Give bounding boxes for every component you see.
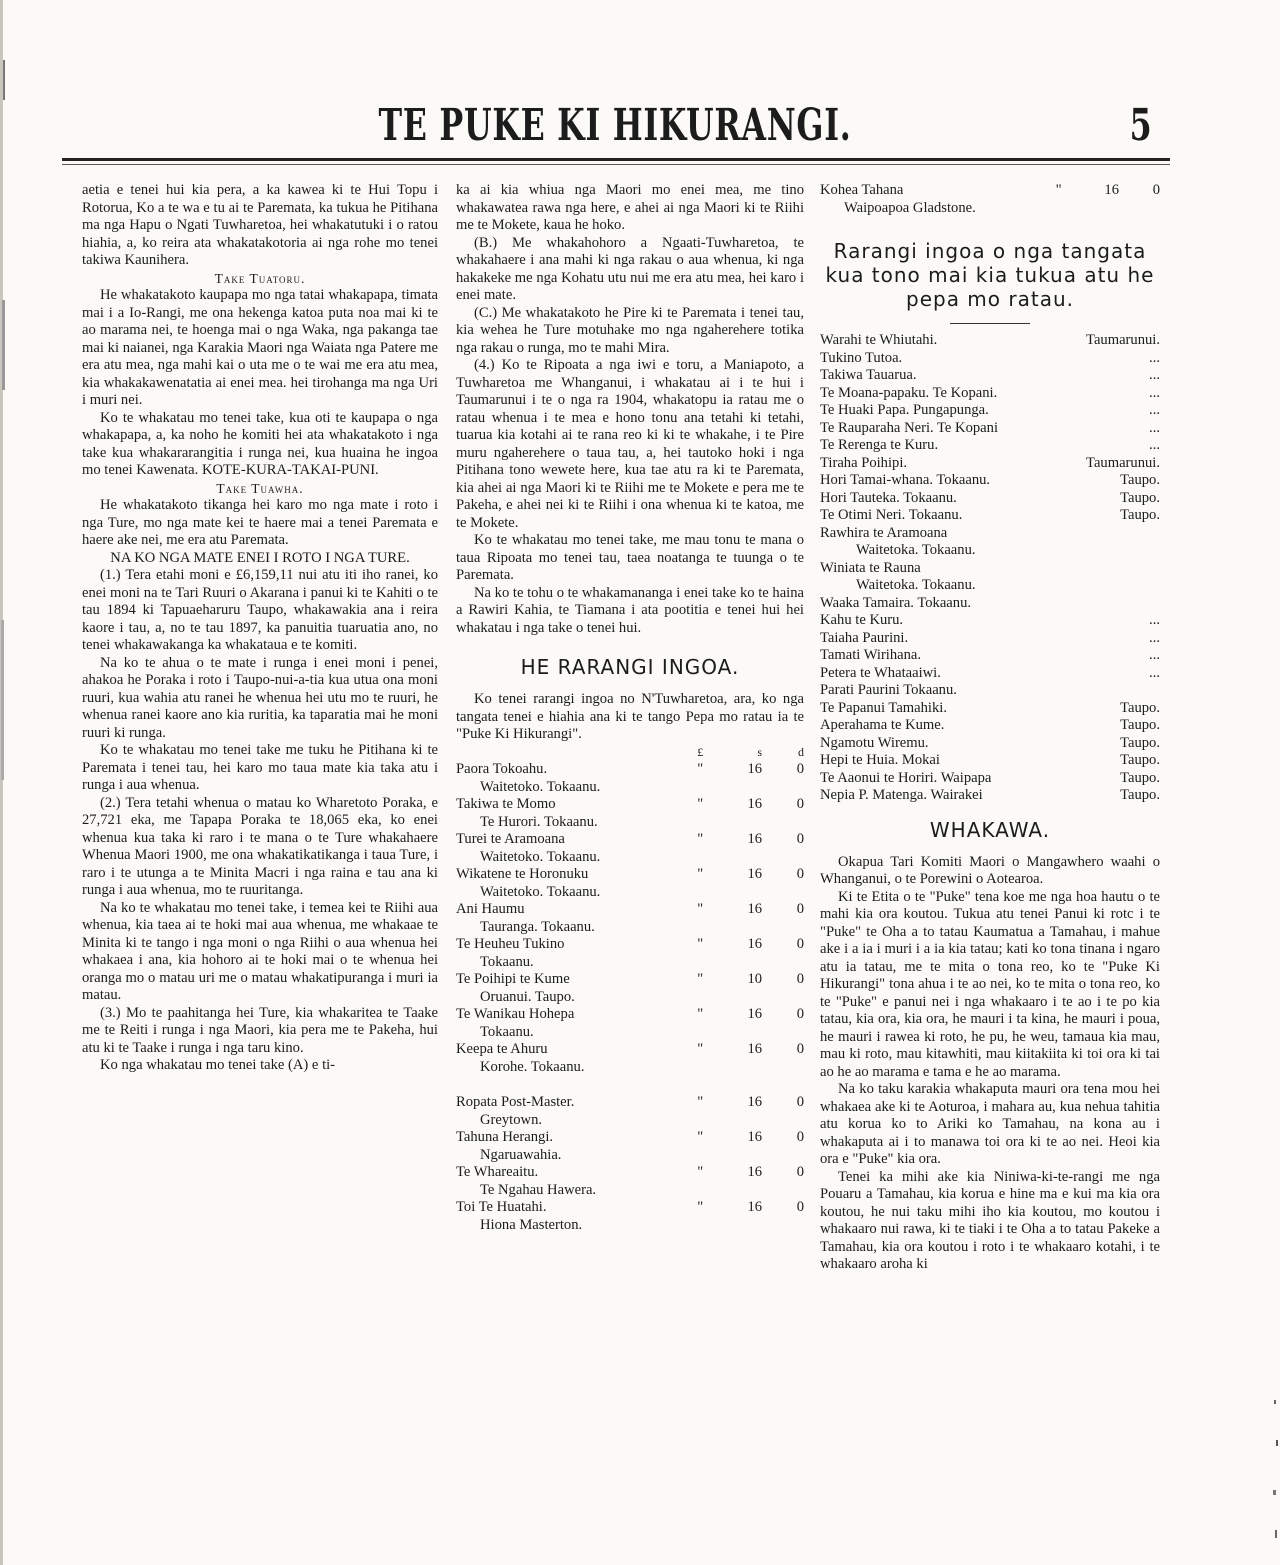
section-heading: Take Tuawha. [216, 480, 304, 496]
pence: 0 [796, 936, 804, 952]
list-item [820, 665, 1160, 683]
list-item [820, 420, 1160, 438]
table-row [456, 1147, 804, 1165]
requester-name: Hepi te Huia. Mokai [820, 752, 940, 768]
paragraph: (C.) Me whakatakoto he Pire ki te Paremata i tenei tau, kia wehea he Ture motuhake mo nga ngaherehere totika nga rakau o runga, mo te mahi Mira. [456, 304, 804, 356]
table-row [456, 1006, 804, 1024]
list-item [820, 717, 1160, 735]
subscriber-place: Waitetoko. Tokaanu. [480, 883, 601, 900]
scan-corner-speckle [1270, 1380, 1280, 1565]
table-row [456, 989, 804, 1007]
table-row [456, 1182, 804, 1200]
ditto-mark: " [1055, 182, 1062, 198]
table-row [456, 1199, 804, 1217]
requester-place: Taupo. [1120, 699, 1160, 716]
list-item [820, 770, 1160, 788]
list-item [820, 472, 1160, 490]
shillings: 16 [747, 761, 763, 777]
requester-place: ... [1149, 629, 1160, 646]
list-item [820, 752, 1160, 770]
table-row [456, 1024, 804, 1042]
subscriber-name: Turei te Aramoana [456, 831, 565, 847]
paragraph: (3.) Mo te paahitanga hei Ture, kia whakaritea te Taake me te Reiti i runga i nga Maori, kia pera me te Pakeha, hui atu ki te Taake i runga i nga taru kino. [82, 1004, 438, 1056]
requester-name: Te Rerenga te Kuru. [820, 437, 939, 453]
ditto-mark: " [697, 1164, 704, 1180]
paragraph: (2.) Tera tetahi whenua o matau ko Wharetoto Poraka, e 27,721 eka, me Tapapa Poraka te 18,065 eka, ko enei whenua kua taka ki raro i te mana o te Ture whakahaere Whenua Maori 1900, me ona whakatikatikanga i taua Ture, i raro i te utunga a te Minita Macri i nga raina e tau ana ki runga i aua whenua, mo te ruuritanga. [82, 794, 438, 898]
subscriber-name: Te Poihipi te Kume [456, 971, 570, 987]
list-item [820, 385, 1160, 403]
subscriber-rows [456, 761, 804, 1076]
table-row [456, 936, 804, 954]
ditto-mark: " [697, 761, 704, 777]
paragraph: Na ko te ahua o te mate i runga i enei moni i penei, ahakoa he Poraka i roto i Taupo-nui-a-tia kua utua ona moni ruuri, kua wahia atu ranei he whenua hei utu mo te ruuri, he whenua ranei kaore ano kia ruritia, ka taparatia mai he moni ruuri ki runga. [82, 654, 438, 741]
whakawa-heading: WHAKAWA. [929, 817, 1051, 842]
section-heading-caps: NA KO NGA MATE ENEI I ROTO I NGA TURE. [110, 549, 410, 566]
list-item [820, 700, 1160, 718]
pence: 0 [796, 1094, 804, 1110]
pence: 0 [796, 1041, 804, 1057]
list-item [820, 350, 1160, 368]
requester-place: Taupo. [1120, 787, 1160, 803]
pence: 0 [1152, 182, 1160, 198]
requester-name: Warahi te Whiutahi. [820, 332, 938, 348]
subscriber-name: Te Wanikau Hohepa [456, 1006, 575, 1022]
requester-place: ... [1149, 612, 1160, 628]
requester-name: Waaka Tamaira. Tokaanu. [820, 594, 972, 611]
requester-name: Taiaha Paurini. [820, 629, 909, 646]
paragraph: Ko te whakatau mo tenei take me tuku he Pitihana ki te Paremata i tenei tau, hei karo mo taua mate kia taka atu i runga i aua whenua. [82, 742, 438, 793]
requester-name: Hori Tamai-whana. Tokaanu. [820, 472, 991, 488]
requester-place: Taupo. [1120, 507, 1160, 523]
pence: 0 [796, 1164, 804, 1180]
requester-name: Te Moana-papaku. Te Kopani. [820, 384, 998, 401]
divider [950, 323, 1030, 324]
header-rule-thin [62, 164, 1170, 165]
paragraph: He whakatakoto tikanga hei karo mo nga mate i roto i nga Ture, mo nga mate kei te haere mai a tenei Paremata e haere ake nei, me era atu Paremata. [82, 497, 438, 548]
requester-place: Taupo. [1120, 717, 1160, 733]
paragraph: aetia e tenei hui kia pera, a ka kawea ki te Hui Topu i Rotorua, Ko a te wa e tu ai te Paremata, ka tukua he Pitihana ma nga Hapu o Ngati Tuwharetoa, hei whakatutuki i o ratou hiahia, a, ko reira ata whakatakotoria ai nga rohe mo tenei takiwa Kaunihera. [82, 182, 438, 268]
ditto-mark: " [697, 936, 704, 952]
table-row [456, 1094, 804, 1112]
requester-name: Nepia P. Matenga. Wairakei [820, 787, 983, 803]
column-2 [456, 182, 804, 1234]
subscriber-place: Korohe. Tokaanu. [480, 1058, 585, 1075]
paragraph: (4.) Ko te Ripoata a nga iwi e toru, a Maniapoto, a Tuwharetoa me Whanganui, i whakatau ai i te hui i Taumarunui i te o nga ra 1904, whakatopu ia ratau me o ratau whenua i te mea e hono tonu ana tetahi ki tetahi, tuarua kia kotahi ai te rana reo ki ki te whakahe, i te Pire muru ngaherehere o taua tau, a, hei tautoko hoki i nga Pitihana tono wewete here, kua tae atu ra ki te Paremata, kia ahei ai nga Maori ki te Riihi me te Mokete e pera me te Pakeha, e ahei nei ki te Riihi i ona whenua ki te katoa, me te Mokete. [456, 357, 804, 531]
requester-place: ... [1149, 647, 1160, 663]
list-item [820, 542, 1160, 560]
subscriber-place: Waipoapoa Gladstone. [844, 199, 976, 216]
list-item [820, 402, 1160, 420]
requester-place: ... [1149, 437, 1160, 453]
paragraph: Ko te whakatau mo tenei take, me mau tonu te mana o taua Ripoata mo tenei tau, taea noatanga te tuunga o te Paremata. [456, 532, 804, 583]
requester-place: Taumarunui. [1086, 454, 1160, 471]
list-item [820, 735, 1160, 753]
subscriber-name: Te Heuheu Tukino [456, 936, 565, 952]
shillings: 16 [747, 831, 763, 847]
ditto-mark: " [697, 1199, 704, 1215]
paragraph: He whakatakoto kaupapa mo nga tatai whakapapa, timata mai i a Io-Rangi, me ona hekenga katoa puta noa mai ki te ao marama nei, te hoenga mai o nga Waka, nga pakanga tae mai ki naianei, nga Karakia Maori nga Waiata nga Patere me era atu mea, nga mahi kai o uta me o te wai me era atu mea, kia whakakawenatatia ai enei mea. hei tirohanga ma nga Uri i muri nei. [82, 287, 438, 408]
requester-name: Kahu te Kuru. [820, 612, 904, 628]
scan-edge-speckle [0, 0, 8, 1565]
list-item [820, 612, 1160, 630]
rarangi-ingoa-heading: HE RARANGI INGOA. [520, 655, 740, 679]
requester-place: ... [1149, 419, 1160, 436]
subscriber-name: Wikatene te Horonuku [456, 866, 589, 882]
list-item [820, 437, 1160, 455]
list-item [820, 332, 1160, 350]
shillings: 16 [747, 1041, 763, 1057]
paragraph: Ki te Etita o te "Puke" tena koe me nga hoa hautu o te mahi kia ora koutou. Tukua atu tenei Panui ki rotc i te "Puke" te Oha a to tatau Kaumatua a Tamahau, i mahue ake i a ia i muri i a ia kia tatau; kati ko tona tinana i ngaro atu ia tatau, me te mita o tona reo, ko te "Puke Ki Hikurangi" tona ahua i te ao nei, ko te mita o tona reo, ko te "Puke" e panui nei i nga whakaaro i te ao i te po kia tatau, kia ora, kia ora, he mauri i ta kina, he mauri i poua, he mauri i rawea ki roto, he pu, he weu, tamaua kia mau, mau ki roto, mau kitawhiti, mau kiitakiita ki toi ora ki tai ao he ao marama e tama e he ao marama. [820, 888, 1160, 1080]
subscriber-gap [456, 1076, 804, 1094]
ditto-mark: " [697, 796, 704, 812]
requester-name: Aperahama te Kume. [820, 717, 945, 733]
subscriber-place: Waitetoko. Tokaanu. [480, 848, 601, 865]
requester-name: Tiraha Poihipi. [820, 454, 908, 471]
pence: 0 [796, 1199, 804, 1215]
paragraph: Okapua Tari Komiti Maori o Mangawhero waahi o Whanganui, o te Porewini o Aotearoa. [820, 853, 1160, 887]
page-header [60, 100, 1170, 156]
list-item [820, 525, 1160, 543]
requester-place: Taupo. [1120, 734, 1160, 751]
shillings: 16 [747, 796, 763, 812]
requester-place: ... [1149, 402, 1160, 418]
subscriber-name: Ani Haumu [456, 901, 525, 917]
table-row [456, 814, 804, 832]
requester-name: Waitetoka. Tokaanu. [856, 577, 976, 593]
requester-list [820, 332, 1160, 805]
rarangi-tangata-heading: Rarangi ingoa o nga tangata kua tono mai kia tukua atu he pepa mo ratau. [825, 239, 1155, 311]
ditto-mark: " [697, 1041, 704, 1057]
requester-place: ... [1149, 664, 1160, 681]
shillings: 16 [747, 1129, 763, 1145]
requester-name: Parati Paurini Tokaanu. [820, 682, 957, 698]
table-row [456, 971, 804, 989]
subscriber-table [456, 744, 804, 1235]
column-3 [820, 182, 1160, 1274]
subscriber-place: Tauranga. Tokaanu. [480, 918, 595, 935]
list-item [820, 507, 1160, 525]
requester-place: ... [1149, 349, 1160, 366]
shillings: 16 [1104, 182, 1120, 198]
list-item [820, 560, 1160, 578]
paragraph: Na ko te whakatau mo tenei take, i temea kei te Riihi aua whenua, kia taea ai te hoki mai aua whenua, me whakaae te Minita ki te tango i nga moni o nga Riihi o aua whenua hei whakaea i ana, kia hohoro ai te hoki mai o te whenua hei oranga mo o matau uri me o matau whakatipuranga i muri ia matau. [82, 899, 438, 1003]
table-row [456, 1164, 804, 1182]
requester-name: Takiwa Tauarua. [820, 367, 917, 383]
paragraph: (1.) Tera etahi moni e £6,159,11 nui atu iti iho ranei, ko enei moni na te Tari Ruuri o Akarana i panui ki te Kahiti o te tau 1894 ki Tapuaeharuru Taupo, whakawakia ana i reira kaore i tau, a, no te tau 1897, ka panuitia tuaruatia ano, no tenei whakawakanga ka whakataua e te komiti. [82, 567, 438, 653]
requester-place: ... [1149, 384, 1160, 401]
shillings: 16 [747, 1094, 763, 1110]
ditto-mark: " [697, 866, 704, 882]
list-intro: Ko tenei rarangi ingoa no N'Tuwharetoa, ara, ko nga tangata tenei e hiahia ana ki te tango Pepa mo ratau ia te "Puke Ki Hikurangi". [456, 691, 804, 742]
subscriber-name: Takiwa te Momo [456, 796, 556, 812]
list-item [820, 595, 1160, 613]
table-row [456, 866, 804, 884]
subscriber-top-table [820, 182, 1160, 217]
subscriber-place: Te Hurori. Tokaanu. [480, 813, 598, 830]
table-row [456, 849, 804, 867]
requester-name: Waitetoka. Tokaanu. [856, 542, 976, 558]
paragraph: Ko te whakatau mo tenei take, kua oti te kaupapa o nga whakapapa, a, ka noho he komiti hei ata whakatakoto i nga take kua whakararangitia i runga nei, kua huaina he ingoa mo tenei Kawenata. KOTE-KURA-TAKAI-PUNI. [82, 409, 438, 478]
table-row [456, 1217, 804, 1235]
list-item [820, 682, 1160, 700]
requester-name: Te Rauparaha Neri. Te Kopani [820, 419, 999, 436]
table-row [456, 884, 804, 902]
requester-place: ... [1149, 367, 1160, 383]
ditto-mark: " [697, 1094, 704, 1110]
table-row [456, 779, 804, 797]
pence: 0 [796, 866, 804, 882]
subscriber-place: Hiona Masterton. [480, 1216, 583, 1233]
subscriber-name: Ropata Post-Master. [456, 1094, 575, 1110]
column-1 [82, 182, 438, 1075]
paragraph: Na ko taku karakia whakaputa mauri ora tena mou hei whakaea ake ki te Aoturoa, i mahara au, kua nehua tahitia atu korua ko to Ariki ko Tamahau, na kona au i whakaputa ai i to manawa toi ora ki te ao nei. Heoi kia ora e "Puke" kia ora. [820, 1081, 1160, 1167]
pence: 0 [796, 1006, 804, 1022]
masthead-title: TE PUKE KI HIKURANGI. [378, 100, 852, 151]
table-row [456, 1112, 804, 1130]
requester-name: Petera te Whataaiwi. [820, 664, 941, 681]
paragraph: Tenei ka mihi ake kia Niniwa-ki-te-rangi me nga Pouaru a Tamahau, kia korua e hine ma e kui ma kia ora koutou, he nui taku mihi iho kia koutou, mo koutou i whakaaro nui rawa, ki te tiaki i te Oha a to tatau Pakeke a Tamahau, kia ora koutou i roto i te whakaaro kotahi, i te whakaaro aroha ki [820, 1168, 1160, 1272]
requester-name: Te Huaki Papa. Pungapunga. [820, 402, 989, 418]
paragraph: ka ai kia whiua nga Maori mo enei mea, me tino whakawatea rawa nga here, e ahei ai nga Maori ki te Riihi me te Mokete, kaua he hoko. [456, 182, 804, 233]
table-row [456, 1059, 804, 1077]
list-item [820, 787, 1160, 805]
subscriber-name: Tahuna Herangi. [456, 1129, 554, 1145]
ditto-mark: " [697, 1006, 704, 1022]
header-rule [62, 158, 1170, 161]
shillings: 16 [747, 1199, 763, 1215]
table-row [456, 954, 804, 972]
shilling-header: s [757, 744, 763, 759]
list-item [820, 455, 1160, 473]
subscriber-name: Toi Te Huatahi. [456, 1199, 547, 1215]
ditto-mark: " [697, 831, 704, 847]
pence: 0 [796, 831, 804, 847]
table-row [456, 796, 804, 814]
pence-header: d [798, 744, 804, 759]
pence: 0 [796, 796, 804, 812]
table-row [820, 200, 1160, 218]
subscriber-place: Tokaanu. [480, 1023, 534, 1040]
requester-place: Taupo. [1120, 769, 1160, 786]
subscriber-rows-2 [456, 1094, 804, 1234]
shillings: 16 [747, 1006, 763, 1022]
list-item [820, 647, 1160, 665]
table-row [456, 901, 804, 919]
subscriber-name: Kohea Tahana [820, 182, 904, 198]
requester-place: Taumarunui. [1086, 332, 1160, 348]
requester-name: Rawhira te Aramoana [820, 524, 948, 541]
pence: 0 [796, 761, 804, 777]
subscriber-place: Ngaruawahia. [480, 1146, 562, 1163]
table-header-row [456, 744, 804, 762]
subscriber-place: Tokaanu. [480, 953, 534, 970]
requester-name: Winiata te Rauna [820, 559, 921, 576]
table-row [456, 831, 804, 849]
shillings: 16 [747, 1164, 763, 1180]
page-number: 5 [1129, 100, 1152, 151]
pound-header: £ [697, 744, 704, 759]
ditto-mark: " [697, 901, 704, 917]
shillings: 16 [747, 936, 763, 952]
paragraph: (B.) Me whakahohoro a Ngaati-Tuwharetoa, te whakahaere i ana mahi ki nga rakau o aua whenua, ki nga hakakeke me nga Kohatu utu nui me era atu mea, hei karo i enei mate. [456, 234, 804, 303]
table-row [456, 919, 804, 937]
requester-place: Taupo. [1120, 752, 1160, 768]
table-row [456, 1041, 804, 1059]
requester-name: Te Aaonui te Horiri. Waipapa [820, 769, 992, 786]
pence: 0 [796, 971, 804, 987]
ditto-mark: " [697, 1129, 704, 1145]
list-item [820, 367, 1160, 385]
paragraph: Ko nga whakatau mo tenei take (A) e ti- [100, 1057, 336, 1073]
requester-name: Tukino Tutoa. [820, 349, 903, 366]
ditto-mark: " [697, 971, 704, 987]
requester-name: Ngamotu Wiremu. [820, 734, 929, 751]
pence: 0 [796, 901, 804, 917]
pence: 0 [796, 1129, 804, 1145]
subscriber-name: Te Whareaitu. [456, 1164, 539, 1180]
subscriber-name: Keepa te Ahuru [456, 1041, 548, 1057]
subscriber-place: Oruanui. Taupo. [480, 988, 575, 1005]
section-heading: Take Tuatoru. [214, 270, 306, 286]
requester-name: Te Papanui Tamahiki. [820, 699, 947, 716]
shillings: 16 [747, 866, 763, 882]
table-row [456, 761, 804, 779]
paragraph: Na ko te tohu o te whakamananga i enei take ko te haina a Rawiri Kahia, te Tiamana i ata pootitia e tenei hui hei whakatau i nga take o tenei hui. [456, 584, 804, 636]
requester-name: Tamati Wirihana. [820, 647, 922, 663]
list-item [820, 490, 1160, 508]
list-item [820, 630, 1160, 648]
shillings: 16 [747, 901, 763, 917]
requester-place: Taupo. [1120, 489, 1160, 506]
shillings: 10 [747, 971, 763, 987]
requester-name: Hori Tauteka. Tokaanu. [820, 489, 957, 506]
subscriber-place: Te Ngahau Hawera. [480, 1181, 597, 1198]
table-row [456, 1129, 804, 1147]
requester-place: Taupo. [1120, 472, 1160, 488]
subscriber-place: Greytown. [480, 1111, 543, 1128]
table-row [820, 182, 1160, 200]
list-item [820, 577, 1160, 595]
subscriber-name: Paora Tokoahu. [456, 761, 548, 777]
subscriber-place: Waitetoko. Tokaanu. [480, 778, 601, 795]
requester-name: Te Otimi Neri. Tokaanu. [820, 507, 963, 523]
